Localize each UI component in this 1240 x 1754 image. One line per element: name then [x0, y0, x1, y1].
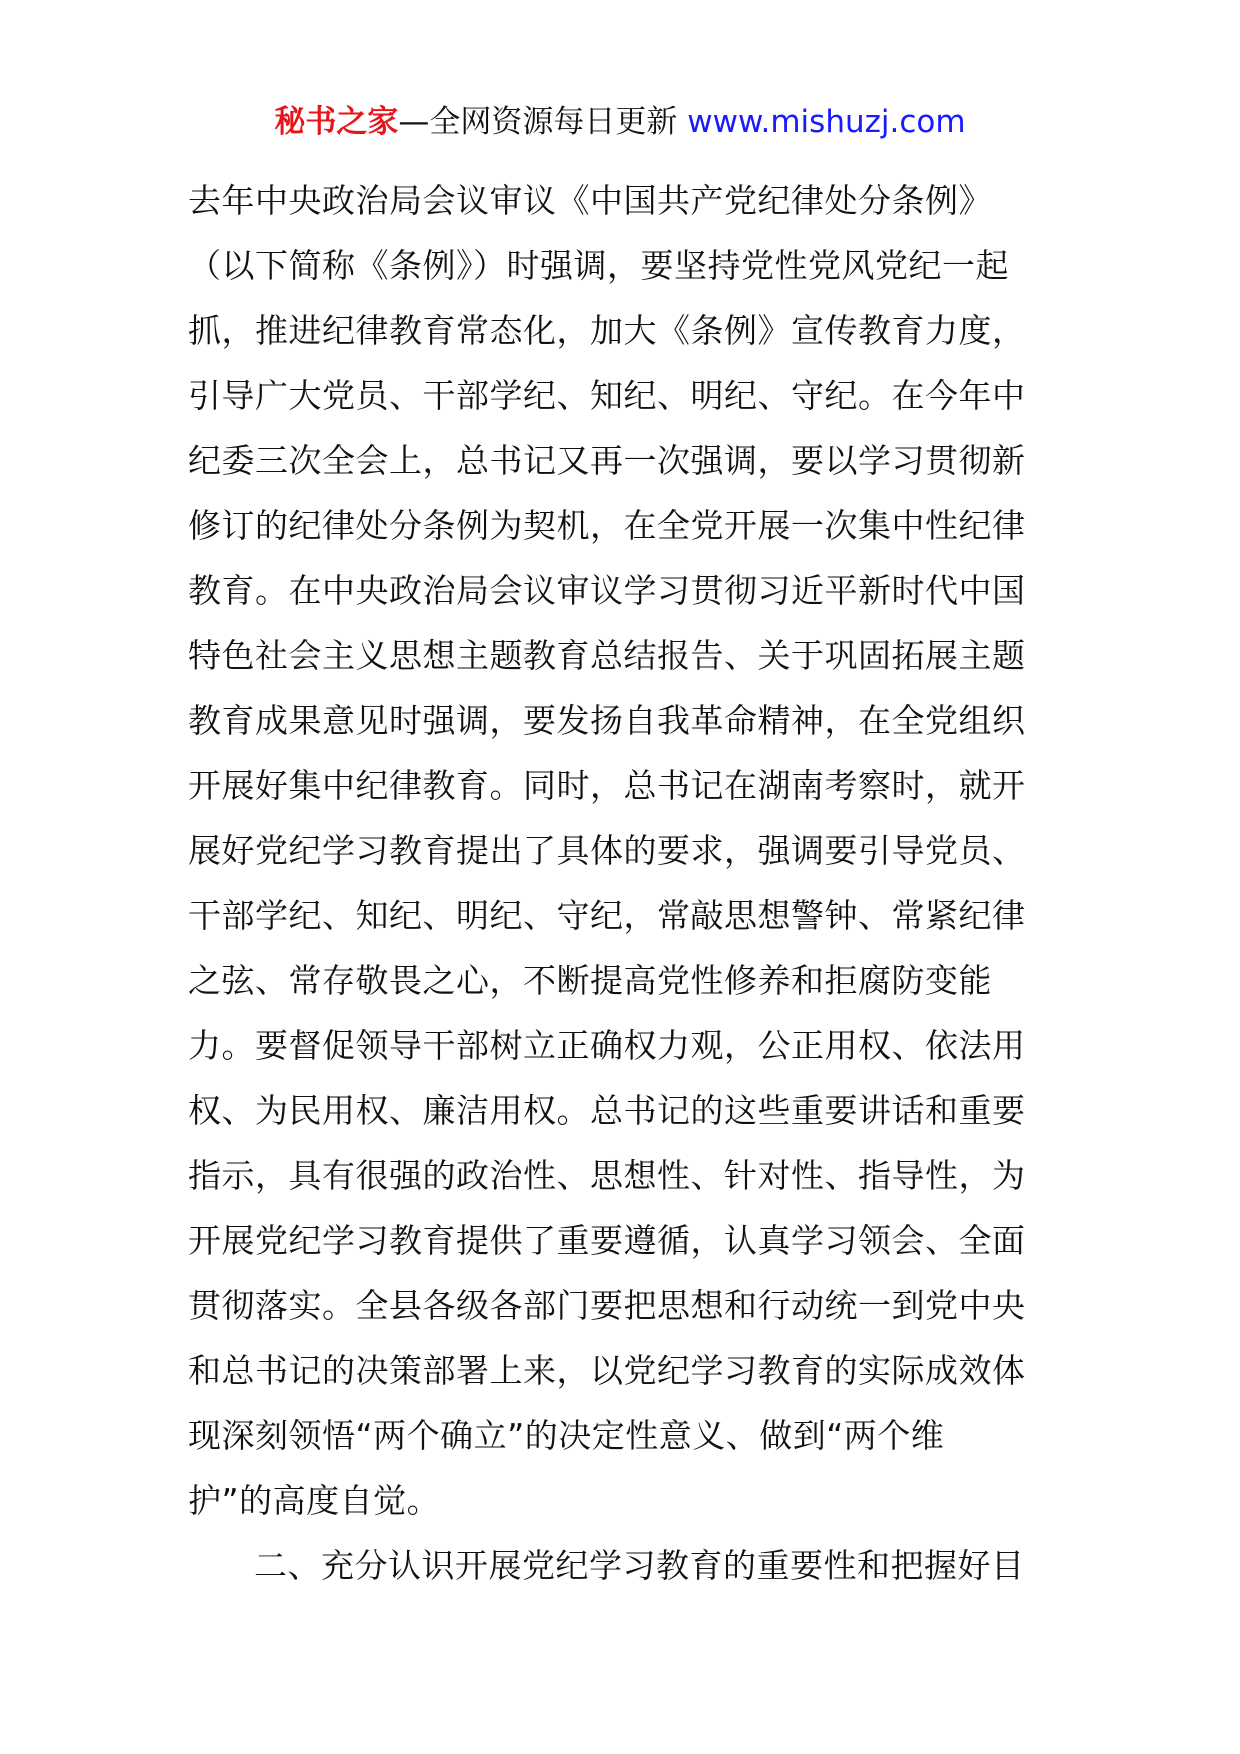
body-line: 和总书记的决策部署上来，以党纪学习教育的实际成效体 — [188, 1351, 1026, 1390]
body-line: 去年中央政治局会议审议《中国共产党纪律处分条例》 — [188, 181, 992, 220]
body-line: 力。要督促领导干部树立正确权力观，公正用权、依法用 — [188, 1026, 1026, 1065]
header-url-link[interactable]: www.mishuzj.com — [687, 104, 966, 140]
body-line: 开展好集中纪律教育。同时，总书记在湖南考察时，就开 — [188, 766, 1026, 805]
body-line: 贯彻落实。全县各级各部门要把思想和行动统一到党中央 — [188, 1286, 1026, 1325]
body-line: 纪委三次全会上，总书记又再一次强调，要以学习贯彻新 — [188, 441, 1026, 480]
body-line: 特色社会主义思想主题教育总结报告、关于巩固拓展主题 — [188, 636, 1026, 675]
body-line: 指示，具有很强的政治性、思想性、针对性、指导性，为 — [188, 1156, 1026, 1195]
body-line: 引导广大党员、干部学纪、知纪、明纪、守纪。在今年中 — [188, 376, 1026, 415]
body-line: 之弦、常存敬畏之心，不断提高党性修养和拒腐防变能 — [188, 961, 992, 1000]
body-line: （以下简称《条例》）时强调，要坚持党性党风党纪一起 — [188, 246, 1009, 285]
document-body — [188, 168, 1058, 1598]
body-line: 护”的高度自觉。 — [188, 1481, 441, 1520]
body-line: 现深刻领悟“两个确立”的决定性意义、做到“两个维 — [188, 1416, 945, 1455]
body-line: 权、为民用权、廉洁用权。总书记的这些重要讲话和重要 — [188, 1091, 1026, 1130]
body-line: 抓，推进纪律教育常态化，加大《条例》宣传教育力度， — [188, 311, 1026, 350]
body-line: 教育成果意见时强调，要发扬自我革命精神，在全党组织 — [188, 701, 1026, 740]
header-brand: 秘书之家 — [274, 104, 399, 140]
body-line: 教育。在中央政治局会议审议学习贯彻习近平新时代中国 — [188, 571, 1026, 610]
body-line: 展好党纪学习教育提出了具体的要求，强调要引导党员、 — [188, 831, 1026, 870]
body-line: 修订的纪律处分条例为契机，在全党开展一次集中性纪律 — [188, 506, 1026, 545]
body-line: 干部学纪、知纪、明纪、守纪，常敲思想警钟、常紧纪律 — [188, 896, 1026, 935]
section-heading: 二、充分认识开展党纪学习教育的重要性和把握好目 — [254, 1546, 1025, 1585]
header-tagline: —全网资源每日更新 — [398, 104, 678, 140]
body-line: 开展党纪学习教育提供了重要遵循，认真学习领会、全面 — [188, 1221, 1026, 1260]
site-header — [0, 100, 1240, 144]
